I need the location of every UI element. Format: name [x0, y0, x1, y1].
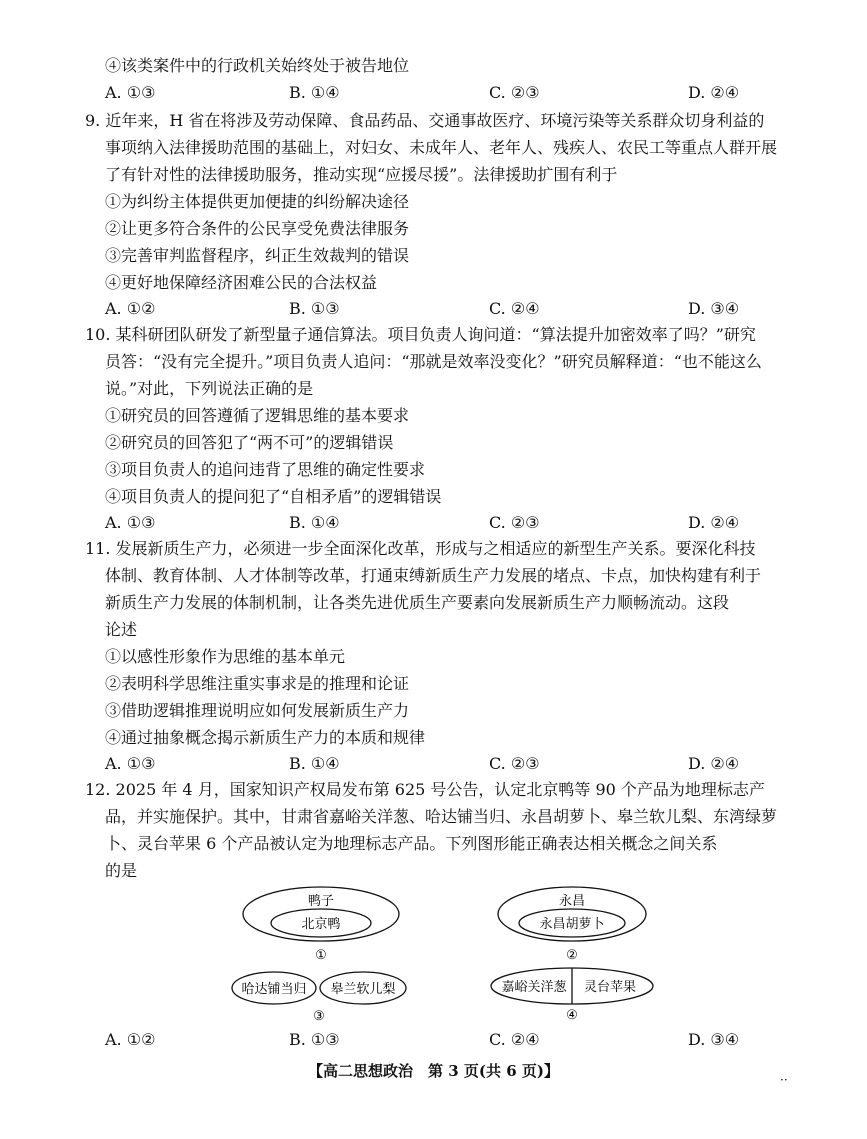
diagram-4-left-label: 嘉峪关洋葱 [501, 980, 567, 995]
q12-option-b: B. ①③ [289, 1030, 340, 1049]
q11-item-2: ②表明科学思维注重实事求是的推理和论证 [105, 674, 410, 693]
q10-option-d: D. ②④ [688, 513, 740, 532]
q9-item-2: ②让更多符合条件的公民享受免费法律服务 [105, 219, 410, 238]
diagram-4-right-label: 灵台苹果 [583, 980, 637, 995]
q9-option-a: A. ①② [105, 299, 156, 318]
diagram-1-number: ① [315, 948, 327, 963]
diagram-3-left-label: 哈达铺当归 [241, 982, 307, 997]
q10-item-4: ④项目负责人的提问犯了“自相矛盾”的逻辑错误 [105, 487, 442, 506]
q11-item-4: ④通过抽象概念揭示新质生产力的本质和规律 [105, 728, 426, 747]
q10-item-1: ①研究员的回答遵循了逻辑思维的基本要求 [105, 406, 410, 425]
q11-item-3: ③借助逻辑推理说明应如何发展新质生产力 [105, 701, 410, 720]
q9-option-d: D. ③④ [688, 299, 740, 318]
q12-option-a: A. ①② [105, 1030, 156, 1049]
q9-item-3: ③完善审判监督程序，纠正生效裁判的错误 [105, 246, 410, 265]
diagram-2-inner-label: 永昌胡萝卜 [539, 917, 605, 932]
q10-options [105, 513, 755, 535]
diagram-4 [488, 965, 658, 1023]
diagram-3-number: ③ [313, 1009, 325, 1024]
q11-option-a: A. ①③ [105, 754, 156, 773]
diagram-2 [495, 885, 655, 965]
q8-option-b: B. ①④ [289, 83, 340, 102]
diagram-1-outer-label: 鸭子 [307, 894, 335, 909]
q11-stem-2: 体制、教育体制、人才体制等改革，打通束缚新质生产力发展的堵点、卡点，加快构建有利于 [105, 566, 762, 585]
q12-stem-2: 品，并实施保护。其中，甘肃省嘉峪关洋葱、哈达铺当归、永昌胡萝卜、皋兰软儿梨、东湾绿萝 [105, 807, 778, 826]
q11-stem-1: 11. 发展新质生产力，必须进一步全面深化改革，形成与之相适应的新型生产关系。要深化科技 [85, 539, 756, 558]
diagram-2-outer-label: 永昌 [558, 894, 586, 909]
q11-option-d: D. ②④ [688, 754, 740, 773]
diagram-2-number: ② [566, 948, 578, 963]
q10-stem-3: 说。”对此，下列说法正确的是 [105, 379, 314, 398]
q12-stem-3: 卜、灵台苹果 6 个产品被认定为地理标志产品。下列图形能正确表达相关概念之间关系 [105, 834, 718, 853]
q10-item-3: ③项目负责人的追问违背了思维的确定性要求 [105, 460, 426, 479]
q11-option-c: C. ②③ [489, 754, 540, 773]
q8-option-a: A. ①③ [105, 83, 156, 102]
q11-options [105, 754, 755, 776]
q9-item-4: ④更好地保障经济困难公民的合法权益 [105, 273, 378, 292]
q8-options [105, 83, 755, 105]
q11-item-1: ①以感性形象作为思维的基本单元 [105, 647, 346, 666]
q8-item-4: ④该类案件中的行政机关始终处于被告地位 [105, 56, 410, 75]
q9-stem-1: 9. 近年来，H 省在将涉及劳动保障、食品药品、交通事故医疗、环境污染等关系群众切身利益的 [85, 111, 765, 130]
q11-option-b: B. ①④ [289, 754, 340, 773]
q10-item-2: ②研究员的回答犯了“两不可”的逻辑错误 [105, 433, 394, 452]
diagram-1-inner-label: 北京鸭 [301, 917, 341, 932]
q11-stem-4: 论述 [105, 620, 138, 639]
q9-option-c: C. ②④ [489, 299, 540, 318]
q9-stem-3: 了有针对性的法律援助服务，推动实现“应援尽援”。法律援助扩围有利于 [105, 165, 618, 184]
corner-mark: ·· [780, 1073, 788, 1087]
q10-option-c: C. ②③ [489, 513, 540, 532]
q12-stem-4: 的是 [105, 861, 138, 880]
diagram-1 [240, 885, 410, 965]
q12-option-d: D. ③④ [688, 1030, 740, 1049]
q10-stem-2: 员答：“没有完全提升。”项目负责人追问：“那就是效率没变化？”研究员解释道：“也不能这么 [105, 352, 762, 371]
q12-option-c: C. ②④ [489, 1030, 540, 1049]
q9-option-b: B. ①③ [289, 299, 340, 318]
q12-options [105, 1030, 755, 1052]
q9-options [105, 299, 755, 321]
q9-item-1: ①为纠纷主体提供更加便捷的纠纷解决途径 [105, 192, 410, 211]
diagram-3-right-label: 皋兰软儿梨 [330, 982, 396, 997]
q8-option-c: C. ②③ [489, 83, 540, 102]
diagram-4-number: ④ [566, 1008, 578, 1023]
q9-stem-2: 事项纳入法律援助范围的基础上，对妇女、未成年人、老年人、残疾人、农民工等重点人群开展 [105, 138, 778, 157]
q10-option-a: A. ①③ [105, 513, 156, 532]
q11-stem-3: 新质生产力发展的体制机制，让各类先进优质生产要素向发展新质生产力顺畅流动。这段 [105, 593, 730, 612]
q10-option-b: B. ①④ [289, 513, 340, 532]
diagram-3 [230, 968, 410, 1024]
page-footer: 【高二思想政治 第 3 页(共 6 页)】 [308, 1062, 559, 1080]
q12-stem-1: 12. 2025 年 4 月，国家知识产权局发布第 625 号公告，认定北京鸭等 90 个产品为地理标志产 [85, 780, 765, 799]
q8-option-d: D. ②④ [688, 83, 740, 102]
q10-stem-1: 10. 某科研团队研发了新型量子通信算法。项目负责人询问道：“算法提升加密效率了吗？”研究 [85, 325, 756, 344]
